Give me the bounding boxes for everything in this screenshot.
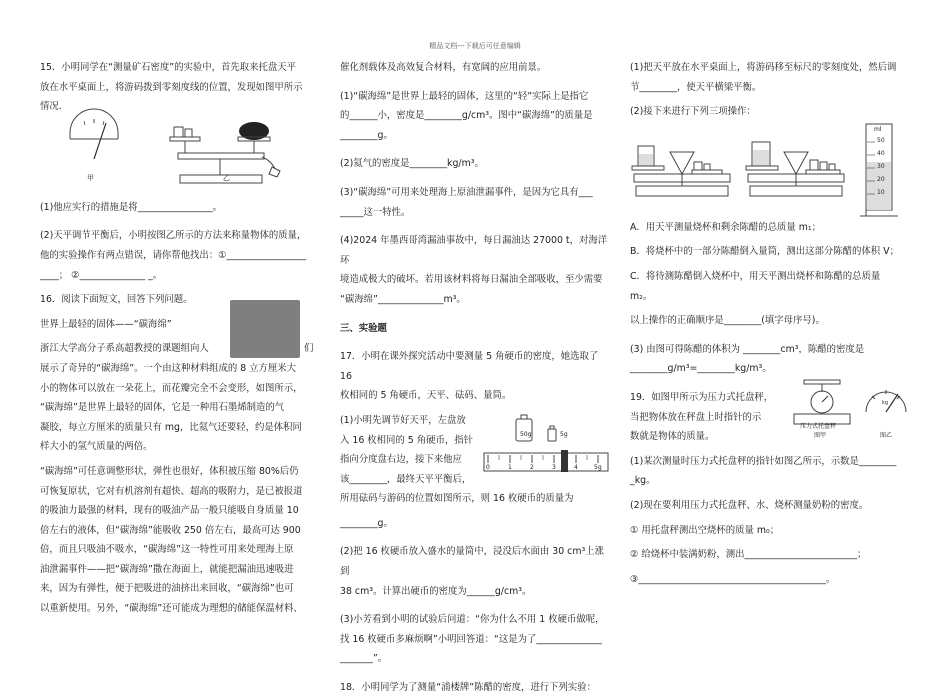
q15-line: 情况． — [40, 101, 69, 113]
q15-line: 15．小明同学在“测量矿石密度”的实验中，首先取来托盘天平 — [40, 62, 297, 73]
q16-part4-line: “碳海绵”______________m³。 — [340, 293, 466, 305]
q17-part1-blank: ________g。 — [340, 517, 393, 529]
q16-para2-line: 的吸油力最强的材料，现有的吸油产品一般只能吸自身质量 10 — [40, 505, 299, 517]
q18-option-c-line: m₂。 — [630, 290, 653, 302]
q18-order: 以上操作的正确顺序是________(填字母序号)。 — [630, 315, 825, 327]
platform-scale-figure — [790, 372, 910, 446]
q17-line: 17．小明在课外探究活动中要测量 5 角硬币的密度，她选取了 16 — [340, 351, 599, 382]
balance-pointer-icon — [70, 109, 118, 159]
balance-with-beaker-icon — [746, 142, 844, 196]
q17-part1-line: 该________，最终天平平衡后， — [340, 473, 472, 485]
column-right — [630, 58, 910, 589]
gauge-unit-label: kg — [882, 399, 889, 406]
q15-part2-line: (2)天平调节平衡后，小明按图乙所示的方法来称量物体的质量， — [40, 230, 307, 242]
ruler-tick-label: 2 — [530, 463, 534, 471]
q19-step2: ② 给烧杯中装满奶粉，测出________________________； — [630, 549, 867, 561]
cylinder-mark-label: 10 — [877, 188, 885, 196]
q16-para1-line: 样大小的氢气质量的两倍。 — [40, 441, 153, 453]
vinegar-figures — [630, 122, 910, 218]
q16-line: 16．阅读下面短文，回答下列问题。 — [40, 294, 193, 306]
cylinder-mark-label: 50 — [877, 136, 885, 144]
ruler-tick-label: 4 — [574, 463, 578, 471]
q15-part1: (1)他应实行的措施是将________________。 — [40, 201, 223, 213]
weight-5g-icon — [548, 426, 556, 441]
q19-line: 数就是物体的质量。 — [630, 431, 715, 443]
q17-part2-line: (2)把 16 枚硬币放入盛水的量筒中，浸没后水面由 30 cm³上涨到 — [340, 546, 604, 578]
rider-ruler-icon — [484, 450, 608, 472]
q15-part2-line: ____； ②______________ _。 — [40, 269, 163, 281]
q17-part1-line: (1)小明先调节好天平，左盘放 — [340, 414, 466, 426]
q16-para2-line: 以重新使用。另外，“碳海绵”还可能成为理想的储能保温材料、 — [40, 603, 303, 615]
q17-part1-block — [340, 411, 612, 489]
q16-para2-line: 油泄漏事件——把“碳海绵”撒在海面上，就能把漏油迅速吸进 — [40, 563, 294, 575]
q18-option-a: A．用天平测量烧杯和剩余陈醋的总质量 m₁； — [630, 221, 822, 233]
ruler-tick-label: 3 — [552, 463, 556, 471]
q16-part3-line: _____这一特性。 — [340, 206, 411, 218]
q18-option-c-line: C．将待测陈醋倒入烧杯中，用天平测出烧杯和陈醋的总质量 — [630, 270, 881, 282]
q19-step3: ③________________________________________。 — [630, 573, 836, 585]
ruler-tick-label: 1 — [508, 463, 512, 471]
q18-part1-line: 节________，使天平横梁平衡。 — [630, 81, 762, 93]
q16-part4-line: (4)2024 年墨西哥湾漏油事故中，每日漏油达 27000 t，对海洋环 — [340, 235, 608, 266]
section-heading: 三、实验题 — [340, 322, 387, 334]
column-middle — [340, 58, 612, 698]
q17-part3-line: (3)小芳看到小明的试验后问道：“你为什么不用 1 枚硬币做呢， — [340, 614, 605, 626]
cylinder-mark-label: 20 — [877, 175, 885, 183]
weight-5g-label: 5g — [560, 430, 568, 438]
q19-part2: (2)现在要利用压力式托盘秤、水、烧杯测量奶粉的密度。 — [630, 499, 869, 511]
q17-part3-line: _______”。 — [340, 653, 388, 665]
q16-para1-end: 们 — [304, 343, 314, 355]
q16-part3-line: (3)“碳海绵”可用来处理海上原油泄漏事件，是因为它具有___ — [340, 186, 593, 198]
q17-part1-line: 入 16 枚相同的 5 角硬币，指针 — [340, 434, 473, 446]
weight-50g-label: 50g — [520, 430, 532, 438]
page-header: 精品文档---下载后可任意编辑 — [429, 42, 521, 50]
q15-line: 放在水平桌面上，将游码拨到零刻度线的位置，发现如图甲所示 — [40, 81, 303, 93]
q18-part1-line: (1)把天平放在水平桌面上，将游码移至标尺的零刻度处，然后调 — [630, 62, 897, 73]
q19-line: 当把物体放在秤盘上时指针的示 — [630, 411, 762, 423]
column-left — [40, 58, 330, 619]
platform-scale-icon — [794, 380, 850, 424]
figure-label-yi: 图乙 — [880, 431, 893, 439]
q18-part2: (2)接下来进行下列三项操作： — [630, 106, 756, 118]
platform-scale-label: 压力式托盘秤 — [800, 422, 837, 430]
q17-line: 枚相同的 5 角硬币，天平、砝码、量筒。 — [340, 390, 512, 402]
q18-part3-line: (3) 由图可得陈醋的体积为 ________cm³，陈醋的密度是 — [630, 343, 865, 355]
ruler-tick-label: 0 — [486, 463, 490, 471]
q17-part1-line: 指向分度盘右边，接下来他应 — [340, 454, 462, 466]
q18-part3-line: ________g/m³=________kg/m³。 — [630, 363, 772, 375]
q17-part2-line: 38 cm³。计算出硬币的密度为______g/cm³。 — [340, 585, 532, 597]
q19-block — [630, 388, 910, 447]
q16-para1-start: 浙江大学高分子系高超教授的课题组向人 — [40, 343, 209, 355]
q17-part1-line: 所用砝码与游码的位置如图所示，则 16 枚硬币的质量为 — [340, 493, 574, 505]
cylinder-mark-label: 30 — [877, 162, 885, 170]
q16-continuation: 催化剂载体及高效复合材料，有宽阔的应用前景。 — [340, 62, 547, 73]
balance-figure-svg — [40, 117, 330, 189]
q16-part1-line: ________g。 — [340, 129, 393, 141]
figure-label-jia: 甲 — [87, 173, 94, 182]
q16-para2-line: “碳海绵”可任意调整形状，弹性也很好，体积被压缩 80%后仍 — [40, 465, 299, 477]
q16-para2-line: 可恢复原状，它对有机溶剂有超快、超高的吸附力，是已被报道 — [40, 485, 303, 497]
cylinder-unit-label: ml — [874, 125, 882, 133]
q18-option-b: B．将烧杯中的一部分陈醋倒入量筒，测出这部分陈醋的体积 V； — [630, 246, 899, 258]
vinegar-figures-svg — [630, 122, 910, 218]
q18-line: 18．小明同学为了测量“浦楼牌”陈醋的密度，进行下列实验： — [340, 682, 597, 694]
figure-label-yi: 乙 — [223, 173, 230, 182]
q19-part1-line: (1)某次测量时压力式托盘秤的指针如图乙所示，示数是________ — [630, 455, 897, 467]
carbon-sponge-photo — [230, 300, 300, 358]
ruler-tick-label: 5g — [594, 463, 602, 471]
weights-ruler-svg — [482, 413, 610, 489]
q16-para1-line: “碳海绵”是世界上最轻的固体，它是一种用石墨烯制造的气 — [40, 402, 285, 414]
q16-part1-line: 的______小，密度是________g/cm³。图中“碳海绵”的质量是 — [340, 110, 593, 122]
q16-para2-line: 倍左右的液体，但“碳海绵”能吸收 250 倍左右，最高可达 900 — [40, 524, 301, 536]
q16-para2-line: 倍，而且只吸油不吸水，“碳海绵”这一特性可用来处理海上原 — [40, 544, 294, 556]
q19-part1-line: _kg。 — [630, 475, 656, 487]
q16-para1-line: 展示了奇异的“碳海绵”。一个由这种材料组成的 8 立方厘米大 — [40, 362, 297, 374]
q19-step1: ① 用托盘秤测出空烧杯的质量 m₀； — [630, 524, 780, 536]
figure-label-jia: 图甲 — [814, 431, 827, 439]
q16-part1-line: (1)“碳海绵”是世界上最轻的固体，这里的“轻”实际上是指它 — [340, 90, 589, 102]
q16-title: 世界上最轻的固体——“碳海绵” — [40, 318, 172, 330]
cylinder-mark-label: 40 — [877, 149, 885, 157]
figure-balance-jia-yi — [40, 117, 330, 189]
balance-with-beaker-icon — [632, 146, 730, 196]
q16-para2-line: 来，因为有弹性，便于把吸进的油挤出来回收，“碳海绵”也可 — [40, 583, 294, 595]
weights-and-rider-figure — [482, 413, 610, 489]
q16-part2: (2)氦气的密度是________kg/m³。 — [340, 158, 484, 170]
q17-part3-line: 找 16 枚硬币多麻烦啊”小明回答道：“这是为了______________ — [340, 633, 602, 645]
q16-para1-line: 凝胶，每立方厘米的质量只有 mg，比氦气还要轻，约是体积同 — [40, 421, 302, 433]
q16-para1-line: 小的物体可以放在一朵花上，而花瓣完全不会变形，如图所示， — [40, 382, 303, 394]
q19-line: 19．如图甲所示为压力式托盘秤， — [630, 391, 774, 403]
q16-part4-line: 境造成极大的破坏。若用该材料将每日漏油全部吸收，至少需要 — [340, 274, 603, 286]
q15-part2-line: 他的实验操作有两点错误，请你帮他找出：①_________________ — [40, 249, 307, 261]
